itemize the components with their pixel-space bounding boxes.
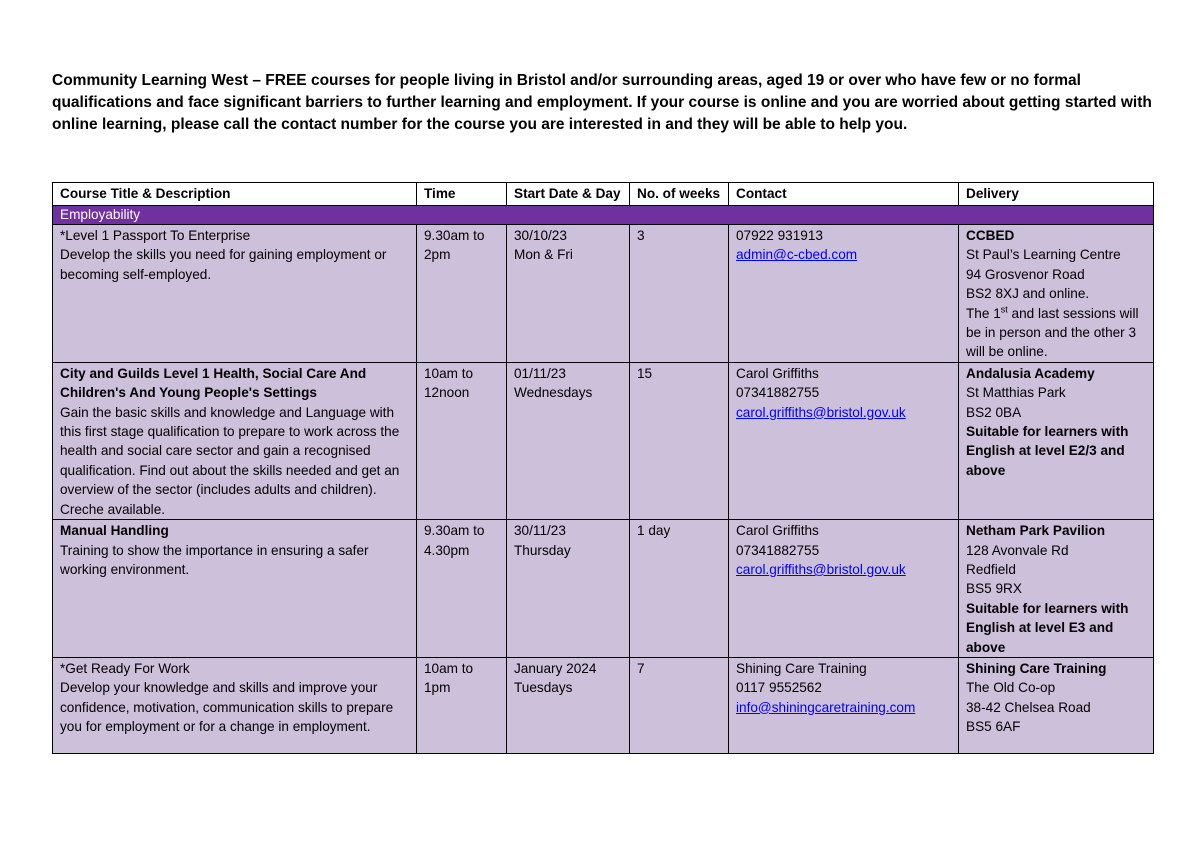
delivery-name: Shining Care Training [966, 660, 1107, 676]
start-day: Mon & Fri [514, 247, 573, 263]
section-row [53, 206, 1154, 225]
delivery-address-line: BS5 9RX [966, 581, 1022, 597]
course-description: Training to show the importance in ensuring a safer working environment. [60, 542, 369, 577]
contact-name: Shining Care Training [736, 660, 867, 676]
section-label: Employability [53, 206, 1154, 225]
weeks-cell: 1 day [630, 520, 729, 658]
table-header-row [53, 183, 1154, 206]
delivery-cell [959, 657, 1154, 753]
start-date: 30/11/23 [514, 523, 566, 539]
course-cell [53, 225, 417, 363]
weeks-cell: 3 [630, 225, 729, 363]
date-cell [507, 362, 630, 519]
start-day: Thursday [514, 542, 571, 558]
contact-cell [729, 520, 959, 658]
contact-email-link[interactable]: carol.griffiths@bristol.gov.uk [736, 404, 906, 420]
course-cell [53, 520, 417, 658]
delivery-cell [959, 362, 1154, 519]
course-title: *Get Ready For Work [60, 660, 190, 676]
header-start-date: Start Date & Day [507, 183, 630, 206]
start-day: Wednesdays [514, 385, 593, 401]
delivery-note-part: and last sessions will be in person and the other 3 will be online. [966, 305, 1139, 360]
contact-email-link[interactable]: info@shiningcaretraining.com [736, 699, 916, 715]
intro-text: Community Learning West – FREE courses for people living in Bristol and/or surrounding areas, aged 19 or over who have few or no formal qualifications and face significant barriers to further learning and employment. If your course is online and you are worried about getting started with online learning, please call the contact number for the course you are interested in and they will be able to help you. [52, 72, 1152, 133]
delivery-address-line: 38-42 Chelsea Road [966, 699, 1091, 715]
delivery-address-line: The Old Co-op [966, 680, 1056, 696]
delivery-suitability: Suitable for learners with English at level E3 and above [966, 600, 1129, 655]
contact-phone: 07341882755 [736, 542, 820, 558]
delivery-note [966, 304, 1146, 362]
delivery-name: Andalusia Academy [966, 365, 1095, 381]
course-description: Gain the basic skills and knowledge and Language with this first stage qualification to prepare to work across the health and social care sector and gain a recognised qualification. Find out about the skills needed and get an overview of the sector (includes adults and children). Creche available. [60, 404, 400, 517]
time-cell: 10am to 1pm [417, 657, 507, 753]
contact-email-link[interactable]: admin@c-cbed.com [736, 247, 858, 263]
delivery-address-line: St Paul’s Learning Centre [966, 247, 1121, 263]
time-cell: 9.30am to 4.30pm [417, 520, 507, 658]
course-cell [53, 362, 417, 519]
start-date: January 2024 [514, 660, 597, 676]
course-cell [53, 657, 417, 753]
header-delivery: Delivery [959, 183, 1154, 206]
delivery-address-line: 128 Avonvale Rd [966, 542, 1069, 558]
contact-email-link[interactable]: carol.griffiths@bristol.gov.uk [736, 561, 906, 577]
contact-name: Carol Griffiths [736, 365, 819, 381]
contact-phone: 07341882755 [736, 385, 820, 401]
delivery-address-line: St Matthias Park [966, 385, 1066, 401]
contact-cell [729, 362, 959, 519]
delivery-address-line: Redfield [966, 561, 1016, 577]
delivery-note-part: The 1 [966, 305, 1001, 321]
contact-cell [729, 225, 959, 363]
delivery-note-superscript: st [1000, 304, 1008, 315]
date-cell [507, 225, 630, 363]
time-cell: 9.30am to 2pm [417, 225, 507, 363]
header-contact: Contact [729, 183, 959, 206]
table-row [53, 657, 1154, 753]
delivery-name: Netham Park Pavilion [966, 523, 1106, 539]
delivery-address-line: BS5 6AF [966, 719, 1021, 735]
course-table [52, 182, 1154, 754]
contact-phone: 07922 931913 [736, 228, 823, 243]
weeks-cell: 7 [630, 657, 729, 753]
contact-name: Carol Griffiths [736, 523, 819, 539]
contact-phone: 0117 9552562 [736, 680, 822, 696]
start-day: Tuesdays [514, 680, 573, 696]
delivery-cell [959, 520, 1154, 658]
course-title: Manual Handling [60, 523, 169, 539]
delivery-cell [959, 225, 1154, 363]
delivery-address-line: BS2 8XJ and online. [966, 286, 1090, 302]
course-description: Develop the skills you need for gaining employment or becoming self-employed. [60, 247, 387, 282]
table-row [53, 520, 1154, 658]
header-course-title: Course Title & Description [53, 183, 417, 206]
start-date: 01/11/23 [514, 365, 566, 381]
header-weeks: No. of weeks [630, 183, 729, 206]
delivery-address-line: 94 Grosvenor Road [966, 266, 1085, 282]
table-row [53, 225, 1154, 363]
time-cell: 10am to 12noon [417, 362, 507, 519]
start-date: 30/10/23 [514, 228, 567, 243]
delivery-address-line: BS2 0BA [966, 404, 1022, 420]
course-description: Develop your knowledge and skills and improve your confidence, motivation, communication skills to prepare you for employment or for a change in employment. [60, 680, 394, 735]
table-row [53, 362, 1154, 519]
delivery-name: CCBED [966, 228, 1015, 243]
delivery-suitability: Suitable for learners with English at level E2/3 and above [966, 424, 1129, 478]
date-cell [507, 657, 630, 753]
course-title: City and Guilds Level 1 Health, Social Care And Children's And Young People's Settings [60, 365, 367, 401]
weeks-cell: 15 [630, 362, 729, 519]
contact-cell [729, 657, 959, 753]
date-cell [507, 520, 630, 658]
course-title: *Level 1 Passport To Enterprise [60, 228, 251, 243]
header-time: Time [417, 183, 507, 206]
